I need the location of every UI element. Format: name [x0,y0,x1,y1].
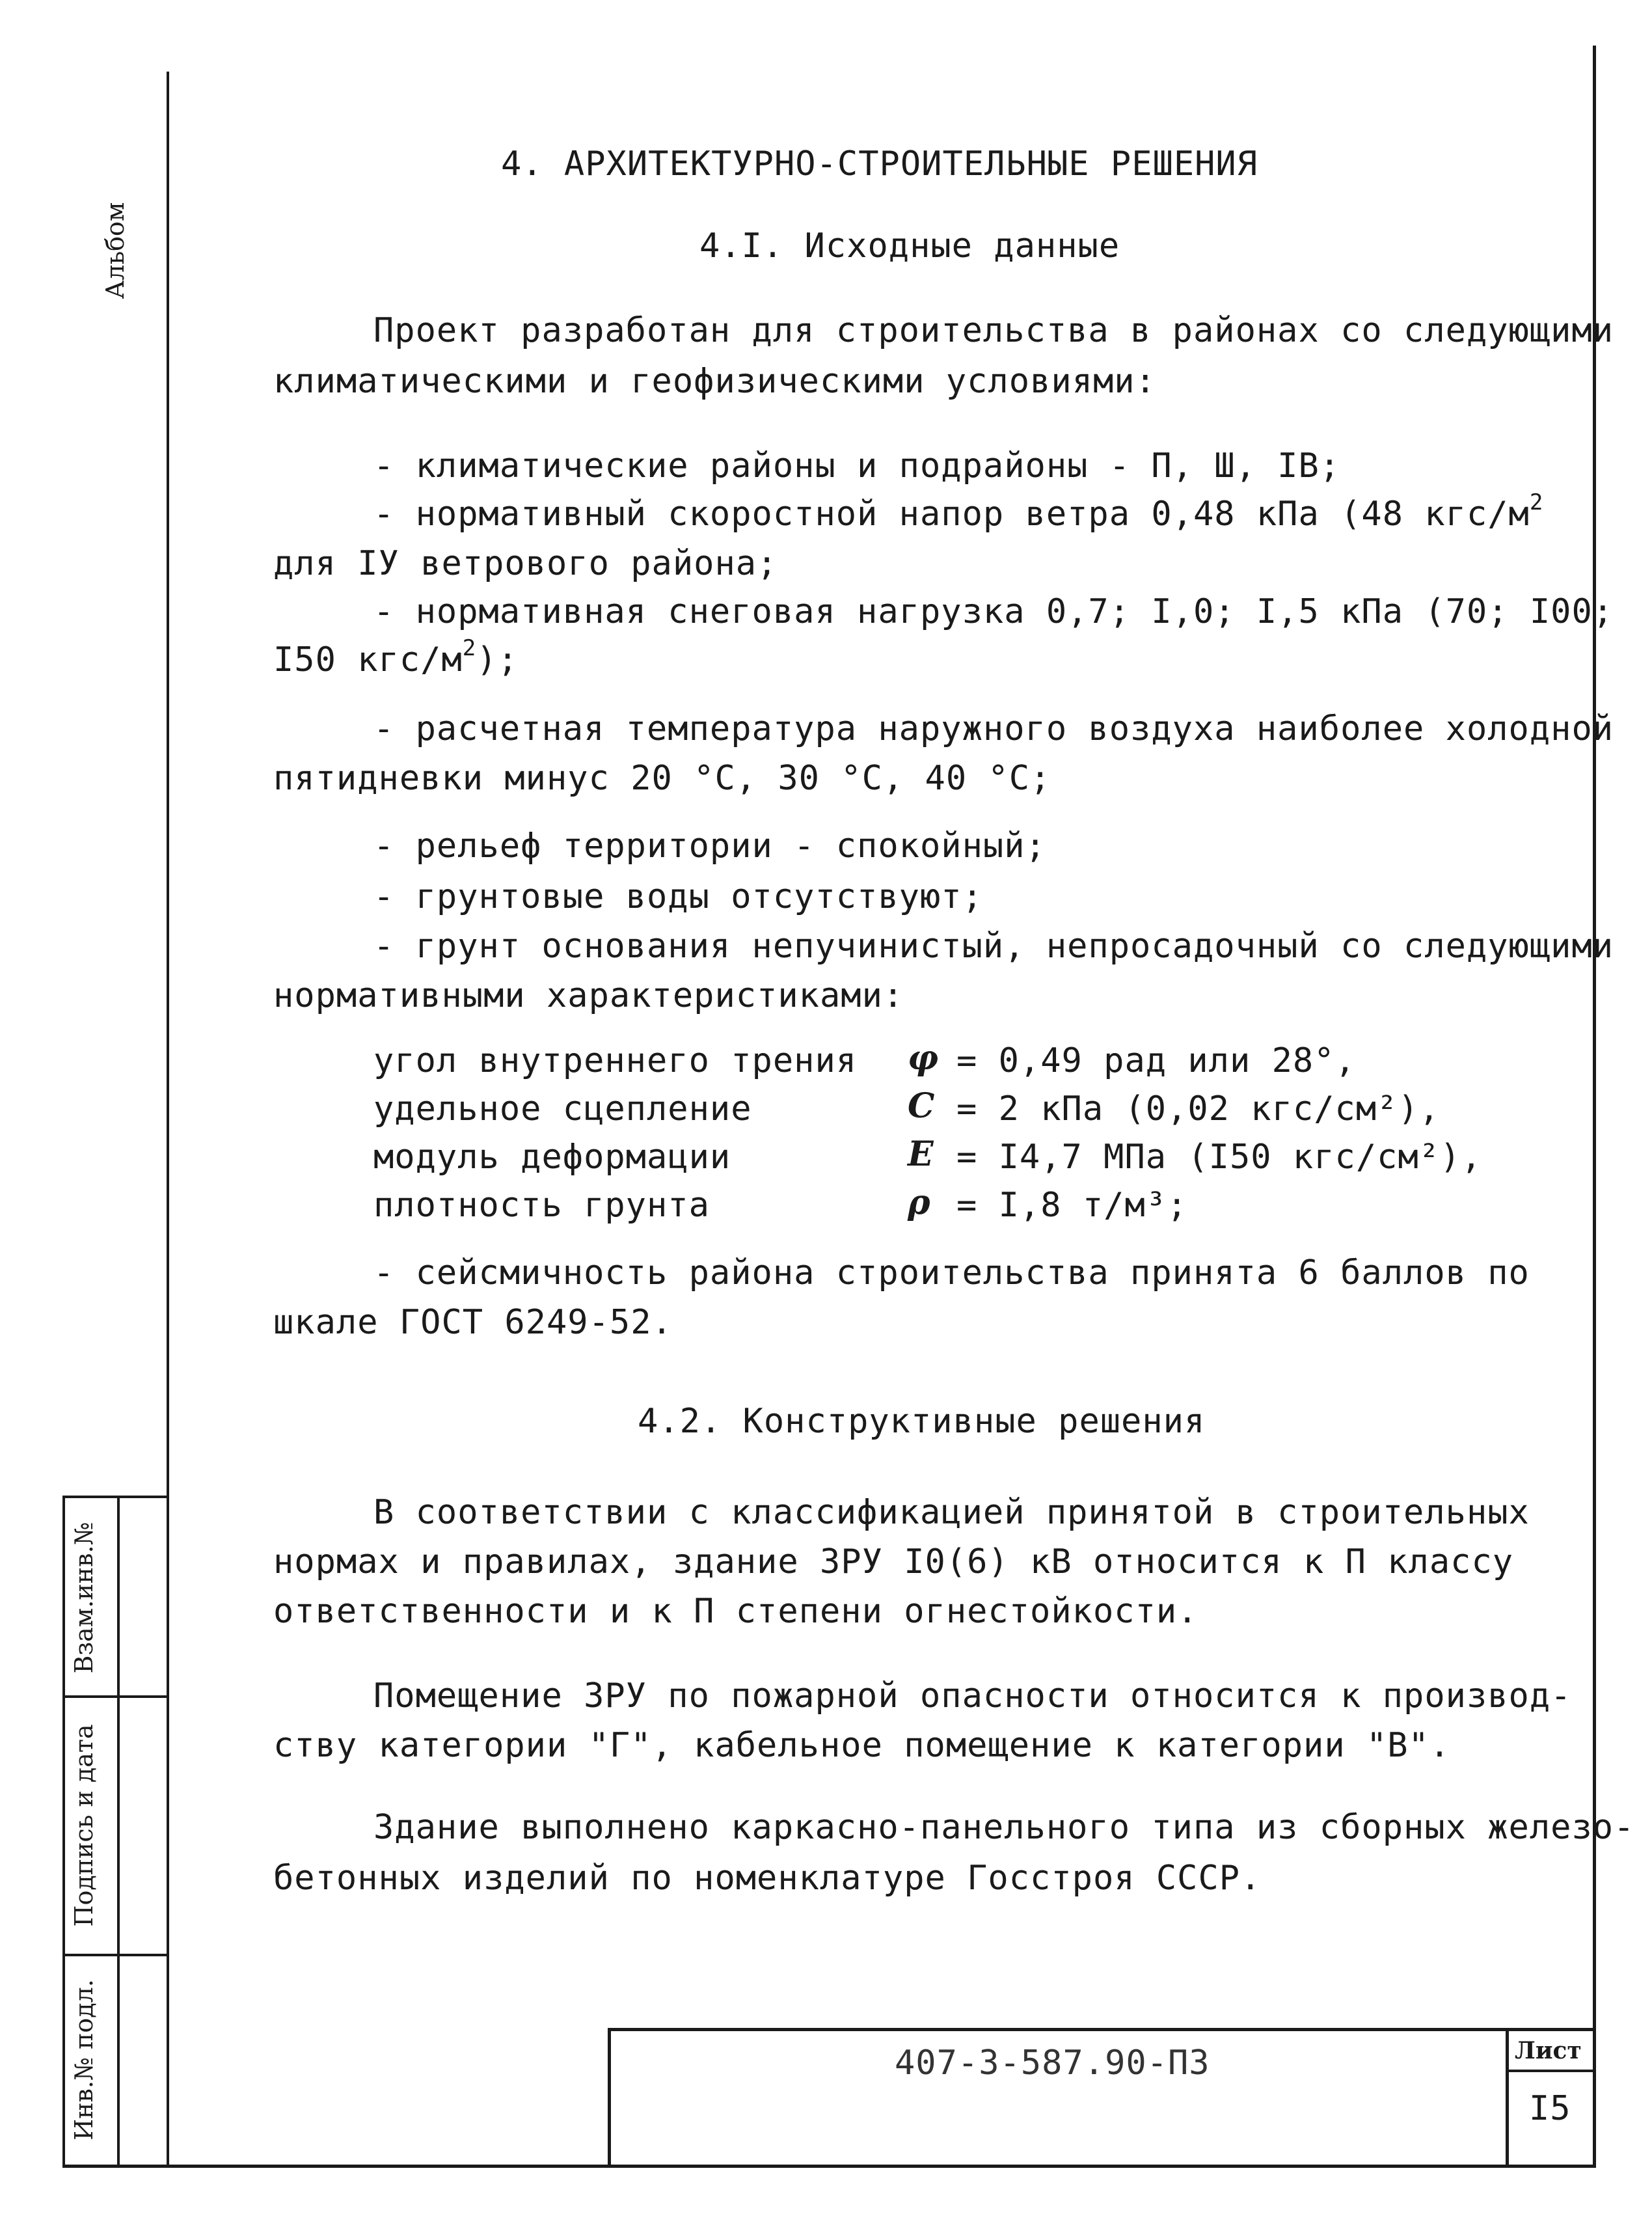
item-temp-line-1: - расчетная температура наружного воздуха наиболее холодной [373,709,1614,748]
item-wind-text: - нормативный скоростной напор ветра 0,48 кПа (48 кгс/м [373,495,1530,534]
album-label: Альбом [101,202,129,299]
soil-prop-label: угол внутреннего трения [373,1041,858,1080]
title-block-left-line [608,2028,611,2166]
intro-line-2: климатическими и геофизическими условиями: [273,362,1156,401]
sheet-number: I5 [1529,2089,1571,2128]
frame-right-border [1593,46,1596,2167]
item-wind-line-2: для IУ ветрового района; [273,544,778,583]
item-seismic-line-1: - сейсмичность района строительства принята 6 баллов по [373,1253,1530,1292]
inv-podl-label: Инв.№ подл. [70,1979,98,2140]
frame-bottom-border [62,2165,1596,2168]
item-soil-line-1: - грунт основания непучинистый, непросадочный со следующими [373,927,1614,966]
soil-prop-value: = I4,7 МПа (I50 кгс/см²), [956,1138,1482,1177]
paragraph-3-line-2: бетонных изделий по номенклатуре Госстроя СССР. [273,1859,1262,1898]
title-block-top-line [609,2028,1596,2031]
soil-prop-value: = 2 кПа (0,02 кгс/см²), [956,1089,1441,1128]
stamp-top-line [62,1496,169,1498]
soil-prop-value: = I,8 т/м³; [956,1186,1188,1225]
frame-left-border [167,72,169,2167]
soil-prop-value: = 0,49 рад или 28°, [956,1041,1356,1080]
item-soil-line-2: нормативными характеристиками: [273,976,904,1015]
paragraph-2-line-2: ству категории "Г", кабельное помещение к категории "В". [273,1726,1451,1765]
item-relief: - рельеф территории - спокойный; [373,827,1046,866]
subsection-2-title: 4.2. Конструктивные решения [638,1402,1206,1441]
stamp-divider [117,1496,120,2166]
title-block-sheet-divider [1506,2028,1509,2166]
item-seismic-line-2: шкале ГОСТ 6249-52. [273,1303,673,1342]
sheet-label: Лист [1515,2037,1582,2064]
soil-prop-symbol: E [908,1134,934,1174]
item-wind-sup: 2 [1529,489,1544,515]
item-wind-line-1 [373,489,1544,534]
item-climate: - климатические районы и подрайоны - П, Ш, IВ; [373,446,1341,485]
section-title: 4. АРХИТЕКТУРНО-СТРОИТЕЛЬНЫЕ РЕШЕНИЯ [501,144,1258,184]
paragraph-1-line-2: нормах и правилах, здание ЗРУ I0(6) кВ относится к П классу [273,1542,1514,1581]
subsection-1-title: 4.I. Исходные данные [699,226,1120,266]
soil-prop-symbol: ρ [908,1183,931,1222]
soil-prop-label: модуль деформации [373,1138,731,1177]
item-snow-tail: ); [476,640,519,679]
soil-prop-symbol: C [908,1086,936,1126]
item-snow-line-2 [273,635,519,679]
soil-prop-symbol: φ [908,1038,940,1078]
item-temp-line-2: пятидневки минус 20 °С, 30 °С, 40 °С; [273,759,1051,798]
item-water: - грунтовые воды отсутствуют; [373,877,983,916]
item-snow-sup: 2 [462,635,477,661]
stamp-outer-left [62,1496,65,2166]
document-code: 407-3-587.90-ПЗ [895,2044,1210,2083]
title-block-sheet-line [1506,2070,1596,2072]
intro-line-1: Проект разработан для строительства в районах со следующими [373,311,1614,350]
item-snow-line-1: - нормативная снеговая нагрузка 0,7; I,0; I,5 кПа (70; I00; [373,592,1614,631]
paragraph-3-line-1: Здание выполнено каркасно-панельного типа из сборных железо- [373,1808,1635,1847]
item-snow-text: I50 кгс/м [273,640,463,679]
sign-date-label: Подпись и дата [70,1724,98,1927]
inv-vzam-label: Взам.инв.№ [70,1522,98,1674]
soil-prop-label: плотность грунта [373,1186,710,1225]
stamp-line-2 [62,1695,169,1698]
paragraph-2-line-1: Помещение ЗРУ по пожарной опасности относится к производ- [373,1676,1572,1716]
paragraph-1-line-3: ответственности и к П степени огнестойкости. [273,1592,1198,1631]
paragraph-1-line-1: В соответствии с классификацией принятой в строительных [373,1493,1530,1532]
soil-prop-label: удельное сцепление [373,1089,752,1128]
stamp-line-3 [62,1954,169,1956]
